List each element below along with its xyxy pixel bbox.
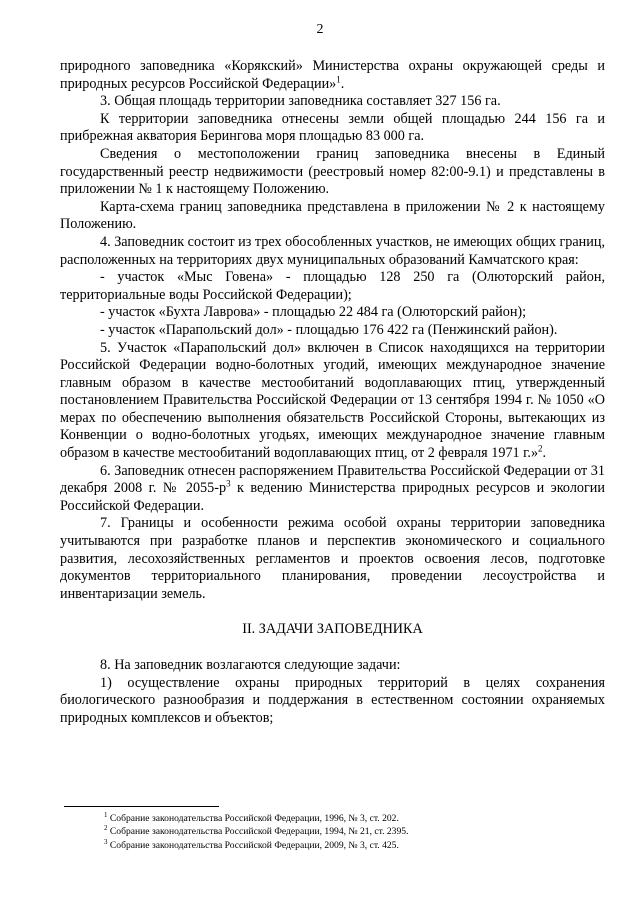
footnotes	[64, 812, 584, 852]
footnote-number: 1	[104, 810, 108, 819]
paragraph	[60, 199, 605, 234]
paragraph-text: природного заповедника «Корякский» Министерства охраны окружающей среды и природных ресурсов Российской Федерации»	[60, 58, 605, 92]
paragraph-text: 7. Границы и особенности режима особой охраны территории заповедника учитываются при разработке планов и перспектив экономического и социального развития, лесохозяйственных регламентов и проектов освоения лесов, подготовке документов территориального планирования, проведении лесоустройства и инвентаризации земель.	[60, 515, 605, 602]
paragraph-text-tail: .	[542, 445, 547, 462]
footnote-item	[64, 812, 584, 825]
document-body	[60, 58, 605, 727]
footnote-reference: 3	[226, 478, 231, 489]
paragraph	[60, 340, 605, 463]
paragraph	[60, 146, 605, 199]
paragraphs-before-heading	[60, 58, 605, 603]
page-number: 2	[316, 22, 324, 37]
footnote-reference: 1	[336, 73, 341, 84]
footnote-number: 2	[104, 824, 108, 833]
footnote-text: Собрание законодательства Российской Федерации, 2009, № 3, ст. 425.	[109, 839, 399, 851]
paragraph-text: - участок «Мыс Говена» - площадью 128 250 га (Олюторский район, территориальные воды Российской Федерации);	[60, 269, 605, 303]
paragraph-text: 6. Заповедник отнесен распоряжением Правительства Российской Федерации от 31 декабря 2008 г. № 2055-р	[60, 462, 605, 497]
paragraph	[60, 234, 605, 269]
paragraph	[60, 93, 605, 111]
paragraph	[60, 111, 605, 146]
paragraph-text: - участок «Парапольский дол» - площадью 176 422 га (Пенжинский район).	[100, 321, 558, 338]
paragraph	[60, 515, 605, 603]
paragraph-text: 5. Участок «Парапольский дол» включен в Список находящихся на территории Российской Федерации водно-болотных угодий, имеющих международное значение главным образом в качестве местообитаний водоплавающих птиц, утвержденный постановлением Правительства Российской Федерации от 13 сентября 1994 г. № 1050 «О мерах по обеспечению выполнения обязательств Российской Стороны, вытекающих из Конвенции о водно-болотных угодьях, имеющих международное значение главным образом в качестве местообитаний водоплавающих птиц, от 2 февраля 1971 г.»	[60, 339, 605, 462]
paragraph-text-tail: к ведению Министерства природных ресурсов и экологии Российской Федерации.	[60, 480, 605, 514]
paragraph-text: 4. Заповедник состоит из трех обособленных участков, не имеющих общих границ, расположенных на территориях двух муниципальных образований Камчатского края:	[60, 233, 606, 268]
paragraph-text: Сведения о местоположении границ заповедника внесены в Единый государственный реестр недвижимости (реестровый номер 82:00-9.1) и представлены в приложении № 1 к настоящему Положению.	[60, 145, 605, 198]
paragraph-text: - участок «Бухта Лаврова» - площадью 22 484 га (Олюторский район);	[100, 304, 527, 321]
footnote-text: Собрание законодательства Российской Федерации, 1996, № 3, ст. 202.	[109, 813, 399, 824]
paragraph-text: 1) осуществление охраны природных территорий в целях сохранения биологического разнообразия и поддержания в естественном состоянии охраняемых природных комплексов и объектов;	[60, 674, 605, 726]
footnote-item	[64, 825, 584, 838]
paragraph	[60, 675, 605, 728]
paragraph-text: 8. На заповедник возлагаются следующие задачи:	[100, 657, 401, 673]
paragraph	[60, 463, 605, 516]
paragraph	[60, 322, 605, 340]
footnote-item	[64, 839, 584, 852]
footnote-reference: 2	[538, 443, 543, 454]
footnote-text: Собрание законодательства Российской Федерации, 1994, № 21, ст. 2395.	[109, 826, 409, 838]
paragraphs-after-heading	[60, 657, 605, 727]
paragraph	[60, 58, 605, 93]
paragraph-text: Карта-схема границ заповедника представлена в приложении № 2 к настоящему Положению.	[60, 198, 605, 233]
footnote-divider	[64, 806, 219, 807]
section-heading: II. ЗАДАЧИ ЗАПОВЕДНИКА	[242, 621, 423, 638]
paragraph	[60, 269, 605, 304]
footnote-number: 3	[104, 837, 108, 846]
paragraph-text: К территории заповедника отнесены земли общей площадью 244 156 га и прибрежная акватория Берингова моря площадью 83 000 га.	[60, 110, 605, 145]
paragraph	[60, 657, 605, 675]
paragraph-text-tail: .	[340, 75, 345, 92]
paragraph-text: 3. Общая площадь территории заповедника составляет 327 156 га.	[100, 93, 501, 110]
paragraph	[60, 304, 605, 322]
